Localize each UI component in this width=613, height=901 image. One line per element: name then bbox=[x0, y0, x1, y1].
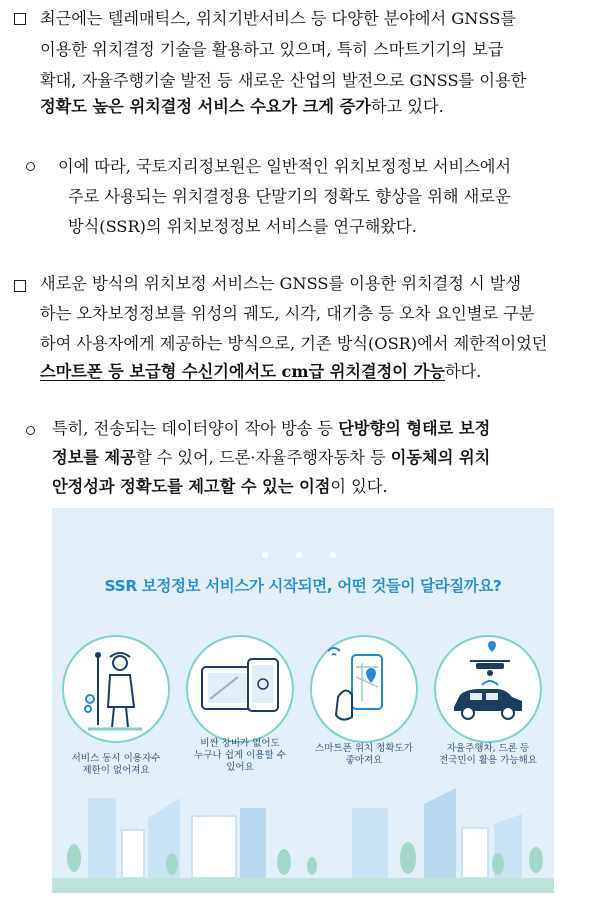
caption-2: 비싼 장비가 없어도 누구나 쉽게 이용할 수 있어요 bbox=[194, 738, 286, 773]
square-bullet-icon bbox=[14, 13, 26, 25]
p1-line-2: 이용한 위치결정 기술을 활용하고 있으며, 특히 스마트기기의 보급 bbox=[40, 40, 504, 59]
ssr-infographic bbox=[52, 508, 554, 893]
p1-emphasis: 정확도 높은 위치결정 서비스 수요가 크게 증가 bbox=[40, 97, 371, 116]
cityscape-illustration bbox=[52, 778, 554, 893]
p3-line-1: 새로운 방식의 위치보정 서비스는 GNSS를 이용한 위치결정 시 발생 bbox=[40, 274, 522, 293]
surveyor-icon bbox=[62, 635, 170, 743]
p3-line-2: 하는 오차보정정보를 위성의 궤도, 시각, 대기층 등 오차 요인별로 구분 bbox=[40, 304, 535, 323]
caption-4: 자율주행차, 드론 등 전국민이 활용 가능해요 bbox=[439, 743, 537, 766]
infographic-title: SSR 보정정보 서비스가 시작되면, 어떤 것들이 달라질까요? bbox=[104, 577, 502, 595]
p2-line-3: 방식(SSR)의 위치보정정보 서비스를 연구해왔다. bbox=[68, 217, 417, 236]
devices-icon bbox=[186, 635, 294, 743]
p2-line-1: 이에 따라, 국토지리정보원은 일반적인 위치보정정보 서비스에서 bbox=[58, 157, 512, 176]
p1-line-1: 최근에는 텔레매틱스, 위치기반서비스 등 다양한 분야에서 GNSS를 bbox=[40, 9, 516, 28]
p2-line-2: 주로 사용되는 위치결정용 단말기의 정확도 향상을 위해 새로운 bbox=[68, 187, 511, 206]
p3-line-3: 하여 사용자에게 제공하는 방식으로, 기존 방식(OSR)에서 제한적이었던 bbox=[40, 334, 548, 353]
square-bullet-icon bbox=[14, 280, 26, 292]
caption-3: 스마트폰 위치 정확도가 좋아져요 bbox=[315, 743, 413, 766]
p3-emphasis: 스마트폰 등 보급형 수신기에서도 cm급 위치결정이 가능 bbox=[40, 362, 445, 381]
caption-1: 서비스 동시 이용자수 제한이 없어져요 bbox=[71, 753, 161, 776]
p4-line-3: 안정성과 정확도를 제고할 수 있는 이점이 있다. bbox=[52, 477, 388, 496]
circle-bullet-icon bbox=[26, 162, 35, 171]
smartphone-map-icon bbox=[310, 635, 418, 743]
decorative-dots: • • • bbox=[259, 546, 347, 567]
p1-line-3: 확대, 자율주행기술 발전 등 새로운 산업의 발전으로 GNSS를 이용한 bbox=[40, 71, 527, 90]
circle-bullet-icon bbox=[26, 426, 35, 435]
p1-line-4: 정확도 높은 위치결정 서비스 수요가 크게 증가하고 있다. bbox=[40, 97, 444, 116]
p4-line-1: 특히, 전송되는 데이터양이 작아 방송 등 단방향의 형태로 보정 bbox=[52, 419, 491, 438]
p3-line-4: 스마트폰 등 보급형 수신기에서도 cm급 위치결정이 가능하다. bbox=[40, 362, 482, 381]
p4-line-2: 정보를 제공할 수 있어, 드론·자율주행자동차 등 이동체의 위치 bbox=[52, 448, 491, 467]
car-drone-icon bbox=[434, 635, 542, 743]
